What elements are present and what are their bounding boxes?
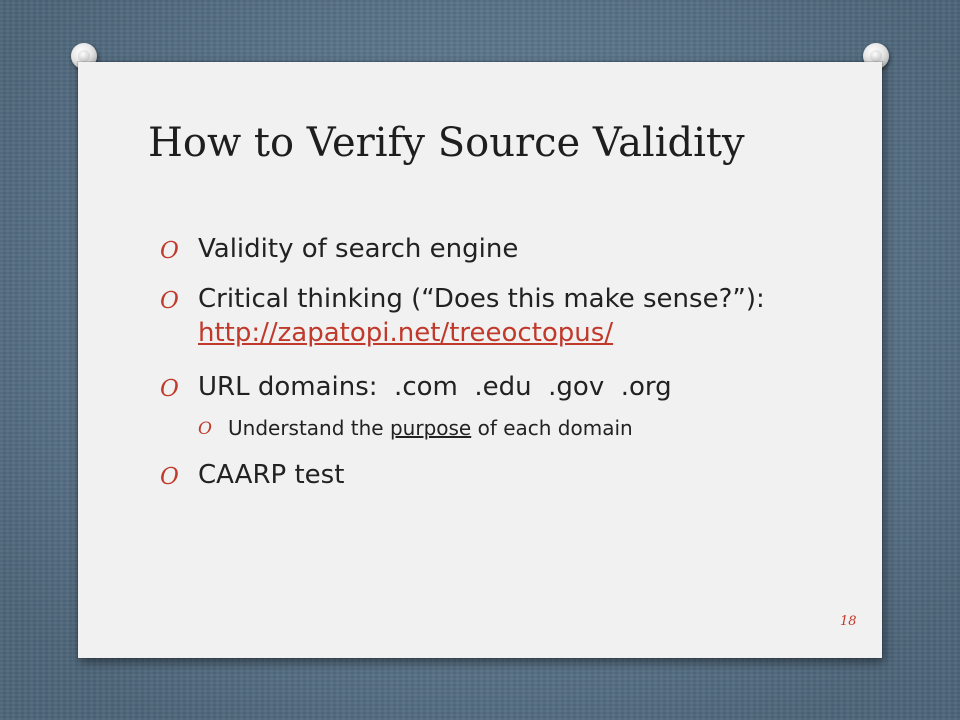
sub-bullet-emphasis: purpose [389, 416, 472, 440]
bullet-item [160, 370, 840, 404]
bullet-list [160, 232, 840, 492]
sub-bullet-text-after: of each domain [471, 416, 633, 440]
bullet-marker-icon: O [160, 376, 179, 402]
sub-bullet-marker-icon: O [198, 419, 212, 439]
sub-bullet-item [160, 414, 840, 442]
bullet-text: CAARP test [198, 460, 345, 490]
bullet-marker-icon: O [160, 464, 179, 490]
bullet-text: Critical thinking (“Does this make sense?”): [198, 284, 765, 314]
page-number: 18 [840, 614, 857, 629]
sub-bullet-text-before: Understand the [228, 416, 390, 440]
bullet-marker-icon: O [160, 288, 179, 314]
bullet-item [160, 458, 840, 492]
slide-title: How to Verify Source Validity [148, 120, 745, 166]
bullet-item [160, 282, 840, 350]
slide [78, 62, 882, 658]
bullet-text: Validity of search engine [198, 234, 519, 264]
tree-octopus-link[interactable]: http://zapatopi.net/treeoctopus/ [198, 318, 614, 348]
bullet-item [160, 232, 840, 266]
bullet-text: URL domains: .com .edu .gov .org [198, 372, 672, 402]
bullet-marker-icon: O [160, 238, 179, 264]
